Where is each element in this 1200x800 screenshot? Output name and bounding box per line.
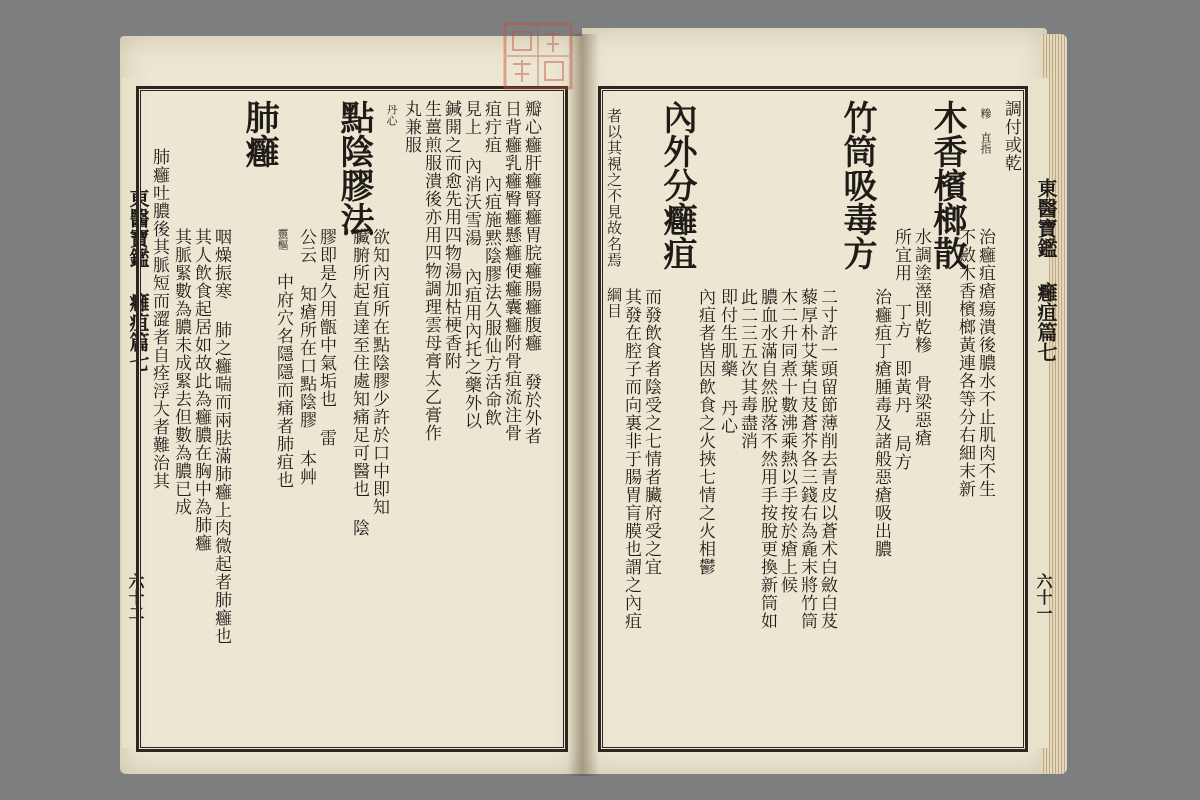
left-col-17: 咽燥振寒 肺之癰喘而兩胠滿肺癰上肉微起者肺癰也 bbox=[211, 228, 231, 645]
left-col-20: 肺癰吐膿後其脈短而澀者自痊浮大者難治其 bbox=[149, 148, 169, 490]
right-col-15: 即付生肌藥 丹心 bbox=[717, 288, 737, 435]
right-col-9: 治癰疽丁瘡腫毒及諸般惡瘡吸出膿 bbox=[871, 288, 891, 558]
right-col-10: 二寸許一頭留節薄削去青皮以蒼术白斂白芨 bbox=[817, 288, 837, 630]
heading-neiwai-fen-yongju: 內外分癰疽 bbox=[657, 100, 697, 270]
left-margin-title: 東醫寶鑑 癰疽篇七 bbox=[126, 188, 150, 372]
right-col-19: 其發在腔子而向裏非于腸胃肓膜也謂之內疽 bbox=[621, 288, 641, 630]
left-col-12: 膠即是久用甑中氣垢也 雷 bbox=[316, 228, 336, 447]
right-col-4: 治癰疽瘡瘍潰後膿水不止肌肉不生 bbox=[975, 228, 995, 498]
left-col-6: 生薑煎服潰後亦用四物調理雲母膏太乙膏作 bbox=[421, 100, 441, 442]
left-col-source-note: 丹心 bbox=[385, 104, 398, 126]
open-book bbox=[112, 28, 1067, 780]
right-col-11: 藜厚朴艾葉白芨蒼芥各三錢右為麁末將竹筒 bbox=[797, 288, 817, 630]
book-gutter bbox=[567, 34, 599, 776]
left-col-lingshu: 靈樞 bbox=[276, 228, 289, 250]
left-col-1: 瓣心癰肝癰腎癰胃脘癰腸癰腹癰 發於外者 bbox=[521, 100, 541, 445]
left-col-4: 見上 內消沃雪湯 內疽用內托之藥外以 bbox=[461, 100, 481, 430]
left-col-11: 臟腑所起直達至住處知痛足可醫也 陰 bbox=[349, 228, 369, 537]
left-col-10: 欲知內疽所在點陰膠少許於口中即知 bbox=[369, 228, 389, 516]
right-col-2: 糝 直指 bbox=[979, 108, 992, 154]
right-col-17: 內疽者皆因飲食之火挾七情之火相鬱 bbox=[695, 288, 715, 576]
left-col-13: 公云 知瘡所在口點陰膠 本艸 bbox=[296, 228, 316, 486]
left-col-5: 鍼開之而愈先用四物湯加枯梗香附 bbox=[441, 100, 461, 370]
left-col-2: 日背癰乳癰臀癰懸癰便癰囊癰附骨疽流注骨 bbox=[501, 100, 521, 442]
left-col-7: 丸兼服 bbox=[401, 100, 421, 154]
library-seal-stamp bbox=[503, 22, 573, 90]
heading-zhutong-xidu-fang: 竹筒吸毒方 bbox=[837, 100, 877, 270]
right-col-12: 木二升同煮十數沸乘熱以手按於瘡上候 bbox=[777, 288, 797, 594]
right-col-20: 者以其視之不見故名焉 綱目 bbox=[605, 108, 623, 319]
left-col-3: 疽疔疽 內疽施黙陰膠法久服仙方活命飲 bbox=[481, 100, 501, 427]
left-col-18: 其人飲食起居如故此為癰膿在胸中為肺癰 bbox=[191, 228, 211, 552]
right-col-14: 此二三五次其毒盡消 bbox=[737, 288, 757, 450]
left-col-19: 其脈緊數為膿未成緊去但數為膿已成 bbox=[171, 228, 191, 516]
right-col-5: 不斂木香檳榔黃連各等分右細末新 bbox=[955, 228, 975, 498]
right-margin-title: 東醫寶鑑 癰疽篇七 bbox=[1034, 178, 1058, 362]
right-col-1: 調付或乾 bbox=[1001, 100, 1021, 172]
right-folio: 六十一 bbox=[1034, 573, 1053, 621]
left-col-16: 中府穴名隱隱而痛者肺疽也 bbox=[273, 273, 293, 489]
left-folio: 六十二 bbox=[126, 573, 145, 621]
heading-feiyong: 肺癰 bbox=[239, 100, 279, 168]
right-col-13: 膿血水滿自然脫落不然用手按脫更換新筒如 bbox=[757, 288, 777, 630]
right-col-6: 水調塗溼則乾糝 骨梁惡瘡 bbox=[911, 228, 931, 447]
heading-dianyinjiao-fa: 點陰膠法 bbox=[334, 100, 374, 236]
heading-muxiang-binlang-san: 木香檳榔散 bbox=[927, 100, 967, 270]
right-col-18: 而發飲食者陰受之七情者臟府受之宜 bbox=[641, 288, 661, 576]
right-col-7: 所宜用 丁方 即黃丹 局方 bbox=[891, 228, 911, 471]
